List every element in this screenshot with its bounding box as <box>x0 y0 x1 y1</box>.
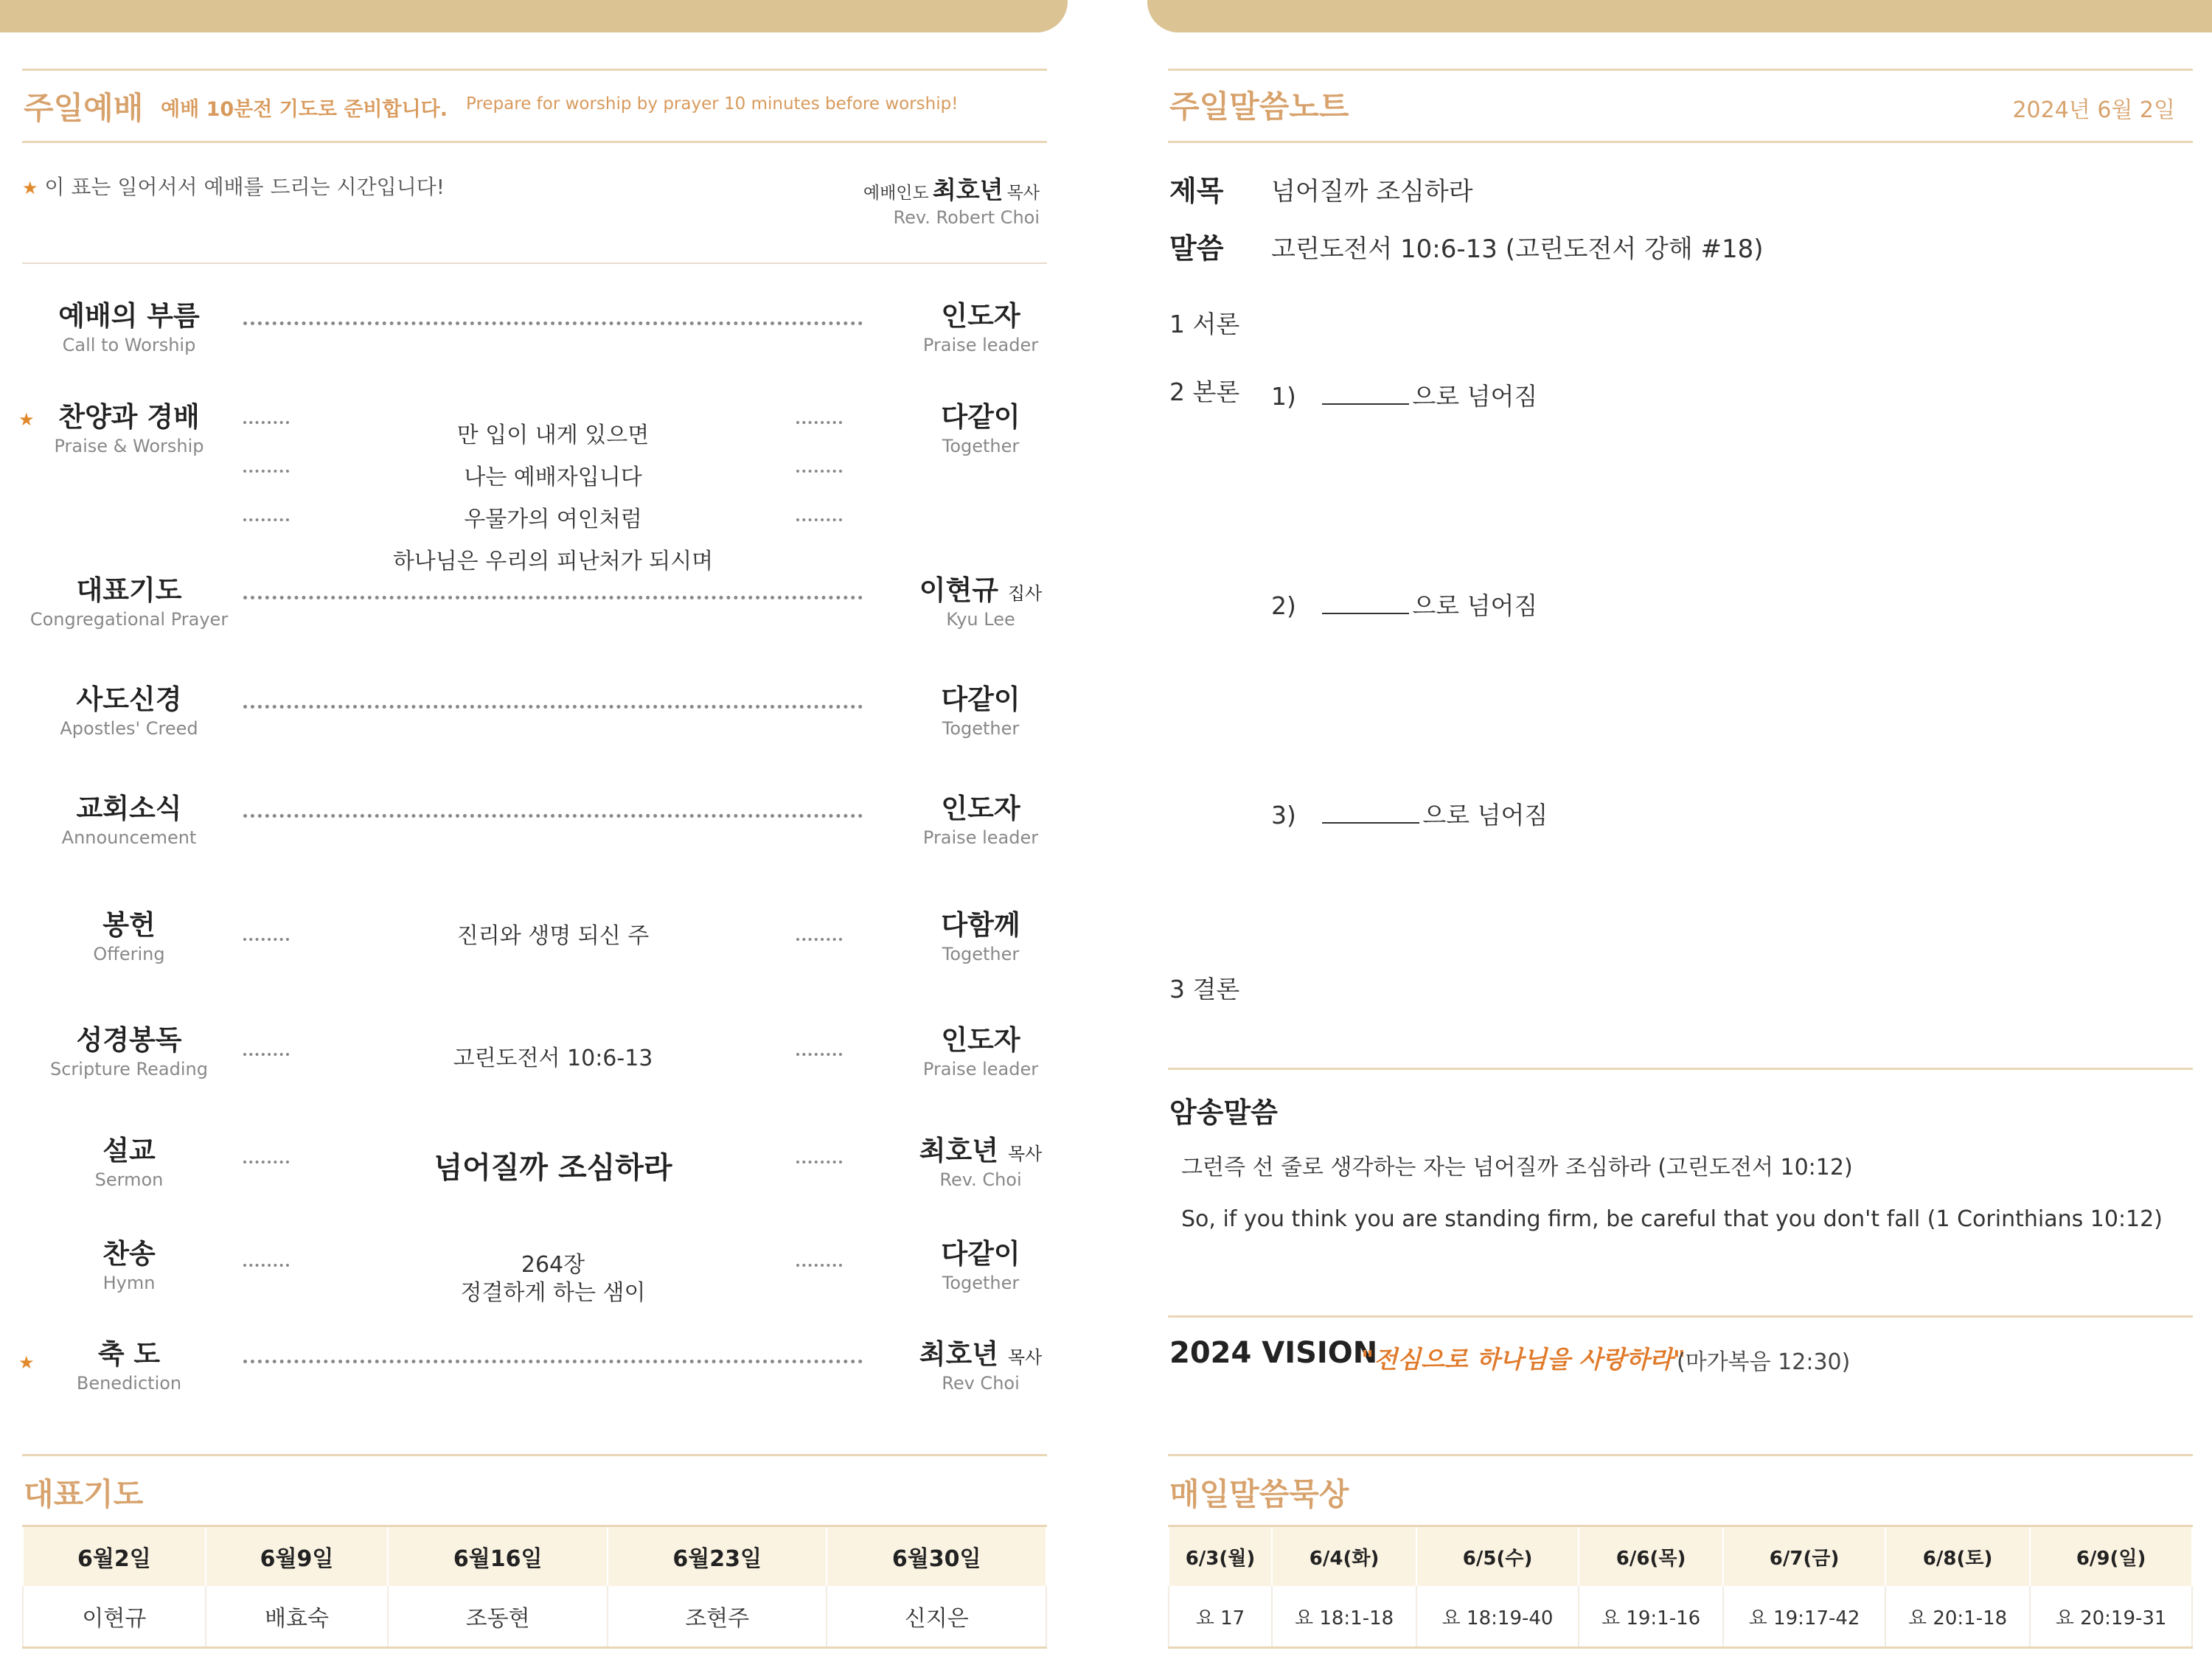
table-cell: 배효숙 <box>206 1586 389 1648</box>
leader-dots <box>243 321 863 325</box>
table-cell: 요 19:1-16 <box>1579 1586 1723 1648</box>
leader-dots <box>243 1053 289 1056</box>
divider <box>22 69 1047 71</box>
divider <box>1168 1454 2193 1456</box>
vision-label: 2024 VISION <box>1169 1336 1378 1370</box>
memory-verse-ko: 그런즉 선 줄로 생각하는 자는 넘어질까 조심하라 (고린도전서 10:12) <box>1181 1155 1853 1180</box>
order-leader: 이현규 집사 Kyu Lee <box>919 574 1043 630</box>
order-name: 찬송 Hymn <box>102 1238 156 1293</box>
table-header: 6/3(월) <box>1169 1526 1272 1587</box>
song-title: 만 입이 내게 있으면 <box>456 422 650 448</box>
order-leader: 다함께 Together <box>941 909 1020 964</box>
standing-note: ★ 이 표는 일어서서 예배를 드리는 시간입니다! <box>22 175 445 199</box>
leader-dots <box>243 938 289 941</box>
table-header: 6월30일 <box>827 1526 1046 1587</box>
divider <box>1168 1315 2193 1318</box>
memory-verse-title: 암송말씀 <box>1169 1096 1278 1129</box>
table-cell: 요 18:19-40 <box>1416 1586 1579 1648</box>
table-header: 6월9일 <box>206 1526 389 1587</box>
offering-song: 진리와 생명 되신 주 <box>456 923 650 949</box>
outline-point: 3) 으로 넘어짐 <box>1271 801 1548 830</box>
order-name: 성경봉독 Scripture Reading <box>50 1024 208 1079</box>
text-value: 고린도전서 10:6-13 (고린도전서 강해 #18) <box>1271 234 1764 264</box>
hymn-title: 정결하게 하는 샘이 <box>460 1280 646 1306</box>
table-cell: 조동현 <box>388 1586 608 1648</box>
song-title: 하나님은 우리의 피난처가 되시며 <box>392 549 714 574</box>
hymn-number: 264장 <box>521 1252 585 1278</box>
outline-intro: 1 서론 <box>1169 310 1240 338</box>
order-leader: 다같이 Together <box>941 1238 1020 1293</box>
order-name: 봉헌 Offering <box>93 909 165 964</box>
order-leader: 다같이 Together <box>941 401 1020 456</box>
table-header: 6월2일 <box>23 1526 206 1587</box>
leader-dots <box>243 470 289 473</box>
divider <box>1168 1068 2193 1070</box>
sermon-title: 넘어질까 조심하라 <box>434 1151 672 1185</box>
leader-dots <box>243 1360 863 1363</box>
right-top-tab <box>1147 0 2212 32</box>
table-header: 6/8(토) <box>1885 1526 2030 1587</box>
table-cell: 조현주 <box>608 1586 827 1648</box>
table-header: 6/4(화) <box>1272 1526 1416 1587</box>
order-leader: 인도자 Praise leader <box>922 1024 1039 1079</box>
order-leader: 최호년 목사 Rev Choi <box>919 1338 1043 1394</box>
daily-reading-table <box>1168 1525 2193 1649</box>
order-leader: 인도자 Praise leader <box>922 300 1039 355</box>
table-cell: 이현규 <box>23 1586 206 1648</box>
fill-blank[interactable] <box>1322 403 1409 405</box>
outline-point: 2) 으로 넘어짐 <box>1271 591 1538 620</box>
order-name: 사도신경 Apostles' Creed <box>60 684 198 739</box>
topic-label: 제목 <box>1169 175 1224 207</box>
divider <box>22 1454 1047 1456</box>
worship-title: 주일예배 <box>24 90 144 126</box>
leader-dots <box>243 814 863 818</box>
leader-dots <box>243 705 863 709</box>
order-leader: 인도자 Praise leader <box>922 793 1039 848</box>
leader-dots <box>243 421 289 424</box>
order-name: 찬양과 경배 Praise & Worship <box>54 401 204 456</box>
fill-blank[interactable] <box>1322 612 1409 614</box>
table-cell: 요 19:17-42 <box>1723 1586 1885 1648</box>
table-header: 6월16일 <box>388 1526 608 1587</box>
table-cell: 요 20:1-18 <box>1885 1586 2030 1648</box>
order-leader: 최호년 목사 Rev. Choi <box>919 1135 1043 1190</box>
topic-value: 넘어질까 조심하라 <box>1271 177 1473 206</box>
outline-body: 2 본론 <box>1169 378 1240 406</box>
worship-subtitle-ko: 예배 10분전 기도로 준비합니다. <box>161 98 448 121</box>
table-header: 6/5(수) <box>1416 1526 1579 1587</box>
leader-dots <box>243 1161 289 1164</box>
table-cell: 요 17 <box>1169 1586 1272 1648</box>
leader-dots <box>243 596 863 599</box>
sermon-note-date: 2024년 6월 2일 <box>2012 97 2175 123</box>
scripture-ref: 고린도전서 10:6-13 <box>453 1046 653 1071</box>
star-icon: ★ <box>22 178 38 198</box>
vision-text: "전심으로 하나님을 사랑하라" <box>1361 1345 1686 1374</box>
prayer-schedule-title: 대표기도 <box>24 1476 144 1512</box>
divider <box>22 262 1047 264</box>
prayer-schedule-table <box>22 1525 1047 1649</box>
star-icon: ★ <box>18 1352 35 1373</box>
leader-dots <box>243 1264 289 1267</box>
order-name: 교회소식 Announcement <box>61 793 197 848</box>
table-cell: 신지은 <box>827 1586 1046 1648</box>
worship-subtitle-en: Prepare for worship by prayer 10 minutes before worship! <box>466 94 959 114</box>
leader-dots <box>243 518 289 521</box>
order-name: 축 도 Benediction <box>76 1338 182 1394</box>
daily-title: 매일말씀묵상 <box>1169 1476 1349 1512</box>
table-cell: 요 20:19-31 <box>2030 1586 2192 1648</box>
order-leader: 다같이 Together <box>941 684 1020 739</box>
table-header: 6/7(금) <box>1723 1526 1885 1587</box>
star-icon: ★ <box>18 409 35 430</box>
vision-ref: (마가복음 12:30) <box>1677 1349 1851 1375</box>
table-header: 6/6(목) <box>1579 1526 1723 1587</box>
order-name: 설교 Sermon <box>94 1135 164 1190</box>
song-title: 우물가의 여인처럼 <box>464 507 642 532</box>
order-name: 예배의 부름 Call to Worship <box>58 300 200 355</box>
memory-verse-en: So, if you think you are standing firm, be careful that you don't fall (1 Corinthians 10:12) <box>1181 1206 2163 1232</box>
table-header: 6월23일 <box>608 1526 827 1587</box>
worship-leader: 예배인도 최호년 목사 Rev. Robert Choi <box>863 175 1040 228</box>
left-top-tab <box>0 0 1068 32</box>
table-cell: 요 18:1-18 <box>1272 1586 1416 1648</box>
divider <box>22 141 1047 143</box>
outline-point: 1) 으로 넘어짐 <box>1271 382 1538 411</box>
song-title: 나는 예배자입니다 <box>464 465 642 490</box>
divider <box>1168 69 2193 71</box>
fill-blank[interactable] <box>1322 821 1419 824</box>
order-name: 대표기도 Congregational Prayer <box>29 574 229 630</box>
text-label: 말씀 <box>1169 232 1224 265</box>
table-header: 6/9(일) <box>2030 1526 2192 1587</box>
outline-conclusion: 3 결론 <box>1169 975 1240 1004</box>
divider <box>1168 141 2193 143</box>
sermon-note-title: 주일말씀노트 <box>1169 88 1349 125</box>
